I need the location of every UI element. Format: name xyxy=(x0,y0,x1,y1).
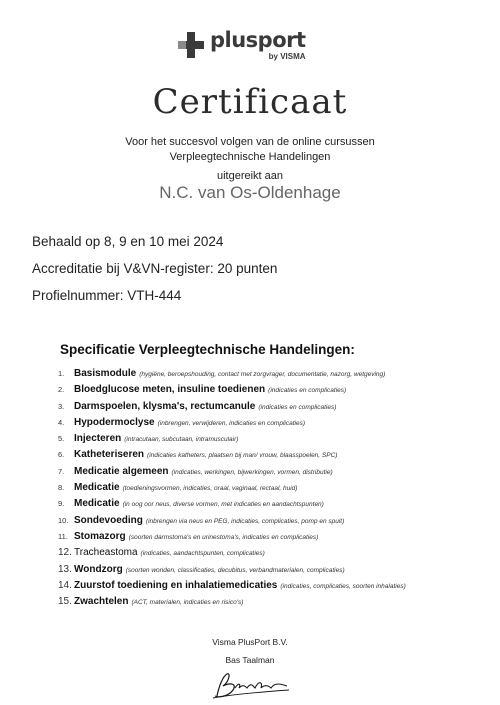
footer-company: Visma PlusPort B.V. xyxy=(212,637,288,647)
issued-to-label: uitgereikt aan xyxy=(216,170,284,182)
intro-line-1: Voor het succesvol volgen van de online cursussen xyxy=(125,136,375,148)
list-item: 5. Injecteren (intracutaan, subcutaan, intramusculair) xyxy=(58,433,239,445)
list-item: 9. Medicatie (in oog oor neus, diverse vormen, met indicaties en aandachtspunten) xyxy=(58,498,324,510)
list-item: 3. Darmspoelen, klysma's, rectumcanule (indicaties en complicaties) xyxy=(58,400,337,412)
logo-sub: by VISMA xyxy=(268,52,306,61)
intro-line-2: Verpleegtechnische Handelingen xyxy=(169,151,331,163)
list-item: 14. Zuurstof toediening en inhalatiemedicaties (indicaties, complicaties, soorten inhalaties) xyxy=(58,579,406,591)
logo-name: plusport xyxy=(210,28,306,52)
handwritten-signature xyxy=(205,668,295,705)
plusport-logo xyxy=(178,30,306,61)
list-item: 12. Tracheastoma (indicaties, aandachtspunten, complicaties) xyxy=(58,547,265,559)
footer-signer: Bas Taalman xyxy=(225,655,275,665)
profile-number: Profielnummer: VTH-444 xyxy=(32,288,182,303)
list-item: 2. Bloedglucose meten, insuline toedienen (indicaties en complicaties) xyxy=(58,384,347,396)
achieved-date: Behaald op 8, 9 en 10 mei 2024 xyxy=(32,234,224,249)
list-item: 15. Zwachtelen (ACT, materialen, indicaties en risico's) xyxy=(58,596,244,608)
list-item: 6. Katheteriseren (indicaties katheters, plaatsen bij man/ vrouw, blaasspoelen, SPC) xyxy=(58,449,338,461)
recipient-name: N.C. van Os-Oldenhage xyxy=(159,183,341,202)
list-item: 7. Medicatie algemeen (indicaties, werkingen, bijwerkingen, vormen, distributie) xyxy=(58,465,333,477)
list-item: 10. Sondevoeding (inbrengen via neus en PEG, indicaties, complicaties, pomp en spuit) xyxy=(58,514,345,526)
accreditation: Accreditatie bij V&VN-register: 20 punten xyxy=(32,261,278,276)
certificate-title: Certificaat xyxy=(152,82,348,122)
specification-heading: Specificatie Verpleegtechnische Handelingen: xyxy=(60,342,355,357)
list-item: 8. Medicatie (toedieningsvormen, indicaties, oraal, vaginaal, rectaal, huid) xyxy=(58,482,298,494)
list-item: 1. Basismodule (hygiëne, beroepshouding, contact met zorgvrager, documentatie, nazorg, wetgeving) xyxy=(58,368,386,379)
list-item: 4. Hypodermoclyse (inbrengen, verwijderen, indicaties en complicaties) xyxy=(58,416,305,428)
list-item: 13. Wondzorg (soorten wonden, classificaties, decubitus, verbandmaterialen, complicaties) xyxy=(58,563,345,575)
specification-list xyxy=(58,366,498,610)
plus-cross-icon xyxy=(178,32,204,58)
list-item: 11. Stomazorg (soorten darmstoma's en urinestoma's, indicaties en complicaties) xyxy=(58,530,319,542)
